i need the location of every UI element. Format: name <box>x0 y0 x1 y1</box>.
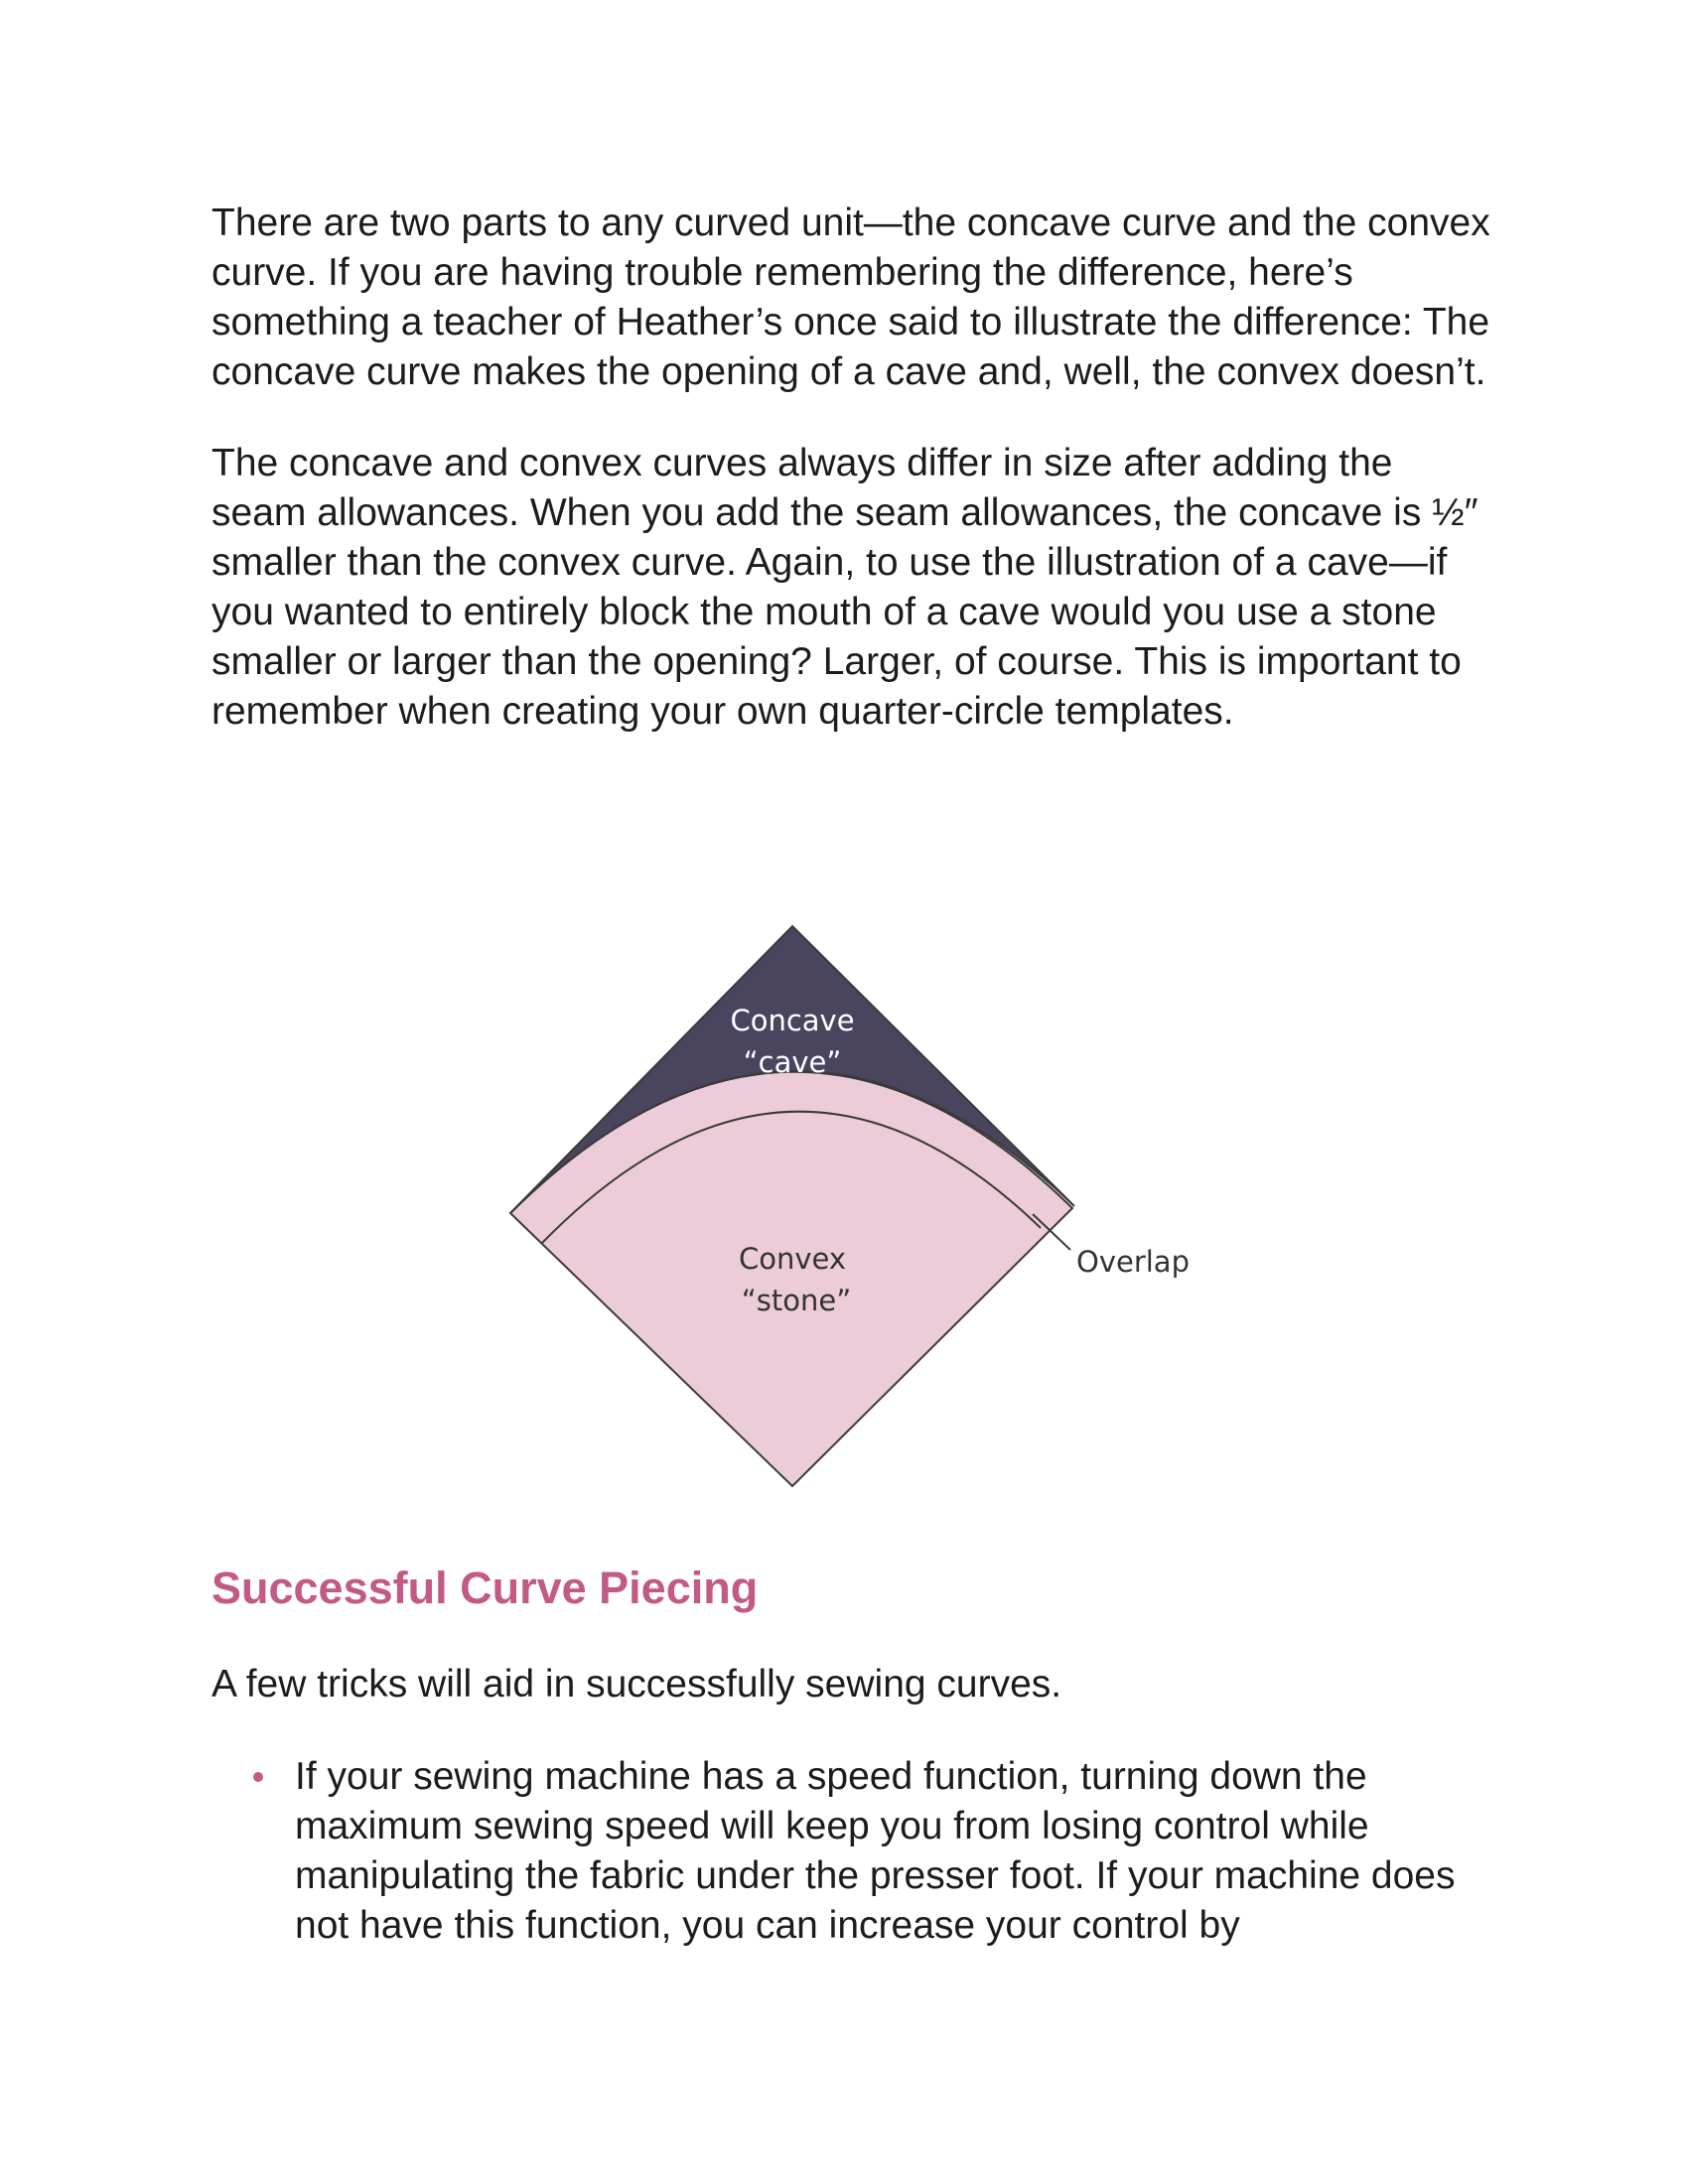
list-item <box>211 1752 1492 1951</box>
bullet-icon <box>253 1772 263 1782</box>
convex-label-line1: Convex <box>738 1242 847 1276</box>
paragraph-2: The concave and convex curves always differ in size after adding the seam allowances. When you add the seam allowances, the concave is ½″ smaller than the convex curve. Again, to use the illustration of a cave—if you wanted to entirely block the mouth of a cave would you use a stone smaller or larger than the opening? Larger, of course. This is important to remember when creating your own quarter-circle templates. <box>211 442 1478 733</box>
concave-label-line1: Concave <box>730 1004 855 1037</box>
tips-list <box>211 1752 1492 1951</box>
body-text <box>211 199 1492 737</box>
list-item-text: If your sewing machine has a speed function, turning down the maximum sewing speed will keep you from losing control while manipulating the fabric under the presser foot. If your machine does not have this function, you can increase your control by <box>295 1755 1456 1947</box>
section-intro: A few tricks will aid in successfully sewing curves. <box>211 1663 1062 1706</box>
concave-label-line2: “cave” <box>743 1045 842 1079</box>
convex-label-line2: “stone” <box>741 1284 852 1317</box>
curve-diagram-svg <box>496 918 1211 1494</box>
overlap-label: Overlap <box>1076 1245 1190 1279</box>
curve-diagram <box>496 918 1211 1494</box>
paragraph-1: There are two parts to any curved unit—the concave curve and the convex curve. If you are having trouble remembering the difference, here’s something a teacher of Heather’s once said to illustrate the difference: The concave curve makes the opening of a cave and, well, the convex doesn’t. <box>211 202 1490 393</box>
section-heading: Successful Curve Piecing <box>211 1563 759 1613</box>
